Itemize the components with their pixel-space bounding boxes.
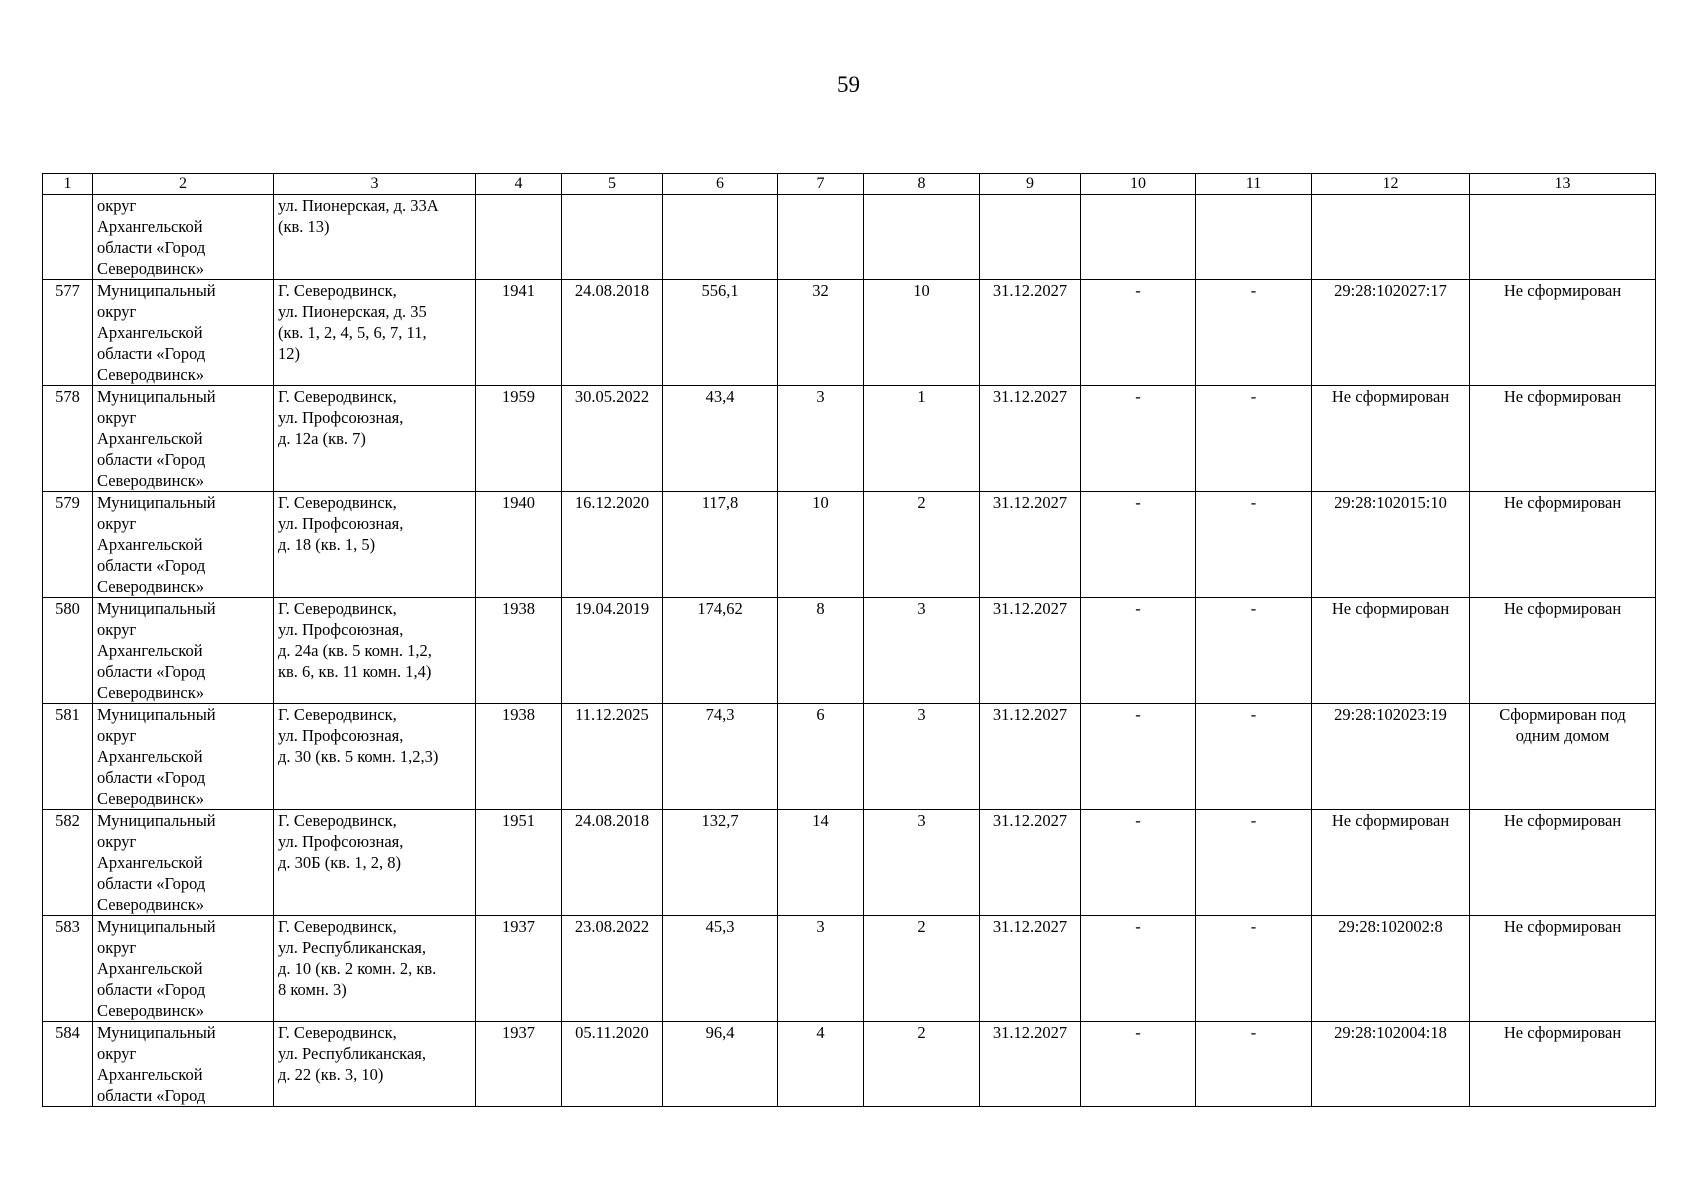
cadastral-number-cell: Не сформирован bbox=[1312, 386, 1470, 492]
row-number-cell: 583 bbox=[43, 916, 93, 1022]
deadline-cell: 31.12.2027 bbox=[980, 492, 1081, 598]
table-row bbox=[43, 195, 1656, 280]
column-header: 8 bbox=[864, 174, 980, 195]
date-cell: 11.12.2025 bbox=[562, 704, 663, 810]
column-10-cell: - bbox=[1081, 704, 1196, 810]
cadastral-number-cell: Не сформирован bbox=[1312, 810, 1470, 916]
column-10-cell: - bbox=[1081, 386, 1196, 492]
persons-cell: 10 bbox=[778, 492, 864, 598]
table-row bbox=[43, 916, 1656, 1022]
row-number-cell: 579 bbox=[43, 492, 93, 598]
land-status-cell: Не сформирован bbox=[1470, 280, 1656, 386]
persons-cell: 4 bbox=[778, 1022, 864, 1107]
deadline-cell: 31.12.2027 bbox=[980, 810, 1081, 916]
address-cell: Г. Северодвинск, ул. Республиканская, д. 10 (кв. 2 комн. 2, кв. 8 комн. 3) bbox=[274, 916, 476, 1022]
land-status-cell: Не сформирован bbox=[1470, 1022, 1656, 1107]
rooms-cell: 3 bbox=[864, 704, 980, 810]
cadastral-number-cell: 29:28:102015:10 bbox=[1312, 492, 1470, 598]
table-row bbox=[43, 704, 1656, 810]
date-cell: 19.04.2019 bbox=[562, 598, 663, 704]
address-cell: Г. Северодвинск, ул. Профсоюзная, д. 18 (кв. 1, 5) bbox=[274, 492, 476, 598]
date-cell: 24.08.2018 bbox=[562, 810, 663, 916]
deadline-cell bbox=[980, 195, 1081, 280]
land-status-cell: Не сформирован bbox=[1470, 916, 1656, 1022]
table-row bbox=[43, 1022, 1656, 1107]
rooms-cell: 2 bbox=[864, 1022, 980, 1107]
year-cell: 1937 bbox=[476, 916, 562, 1022]
column-11-cell: - bbox=[1196, 386, 1312, 492]
cadastral-number-cell bbox=[1312, 195, 1470, 280]
persons-cell: 6 bbox=[778, 704, 864, 810]
date-cell: 23.08.2022 bbox=[562, 916, 663, 1022]
row-number-cell: 578 bbox=[43, 386, 93, 492]
deadline-cell: 31.12.2027 bbox=[980, 1022, 1081, 1107]
column-header: 7 bbox=[778, 174, 864, 195]
column-10-cell: - bbox=[1081, 1022, 1196, 1107]
row-number-cell: 577 bbox=[43, 280, 93, 386]
address-cell: ул. Пионерская, д. 33А (кв. 13) bbox=[274, 195, 476, 280]
municipality-cell: Муниципальный округ Архангельской области «Город bbox=[93, 1022, 274, 1107]
year-cell: 1959 bbox=[476, 386, 562, 492]
row-number-cell bbox=[43, 195, 93, 280]
land-status-cell: Сформирован под одним домом bbox=[1470, 704, 1656, 810]
address-cell: Г. Северодвинск, ул. Пионерская, д. 35 (кв. 1, 2, 4, 5, 6, 7, 11, 12) bbox=[274, 280, 476, 386]
area-cell: 96,4 bbox=[663, 1022, 778, 1107]
column-header: 5 bbox=[562, 174, 663, 195]
column-11-cell: - bbox=[1196, 1022, 1312, 1107]
table-row bbox=[43, 492, 1656, 598]
column-header: 2 bbox=[93, 174, 274, 195]
address-cell: Г. Северодвинск, ул. Республиканская, д. 22 (кв. 3, 10) bbox=[274, 1022, 476, 1107]
land-status-cell: Не сформирован bbox=[1470, 810, 1656, 916]
column-11-cell: - bbox=[1196, 704, 1312, 810]
deadline-cell: 31.12.2027 bbox=[980, 704, 1081, 810]
housing-registry-table bbox=[42, 173, 1656, 1107]
column-11-cell: - bbox=[1196, 492, 1312, 598]
date-cell bbox=[562, 195, 663, 280]
municipality-cell: Муниципальный округ Архангельской области «Город Северодвинск» bbox=[93, 810, 274, 916]
year-cell: 1951 bbox=[476, 810, 562, 916]
persons-cell: 8 bbox=[778, 598, 864, 704]
row-number-cell: 581 bbox=[43, 704, 93, 810]
rooms-cell: 3 bbox=[864, 810, 980, 916]
persons-cell: 3 bbox=[778, 916, 864, 1022]
cadastral-number-cell: 29:28:102023:19 bbox=[1312, 704, 1470, 810]
table-body bbox=[43, 195, 1656, 1107]
rooms-cell: 10 bbox=[864, 280, 980, 386]
area-cell bbox=[663, 195, 778, 280]
column-header: 12 bbox=[1312, 174, 1470, 195]
column-10-cell: - bbox=[1081, 492, 1196, 598]
table-row bbox=[43, 598, 1656, 704]
column-header: 6 bbox=[663, 174, 778, 195]
year-cell: 1940 bbox=[476, 492, 562, 598]
column-10-cell bbox=[1081, 195, 1196, 280]
persons-cell bbox=[778, 195, 864, 280]
cadastral-number-cell: 29:28:102027:17 bbox=[1312, 280, 1470, 386]
column-header: 1 bbox=[43, 174, 93, 195]
municipality-cell: Муниципальный округ Архангельской области «Город Северодвинск» bbox=[93, 492, 274, 598]
column-header: 13 bbox=[1470, 174, 1656, 195]
table-row bbox=[43, 810, 1656, 916]
column-header: 9 bbox=[980, 174, 1081, 195]
land-status-cell: Не сформирован bbox=[1470, 598, 1656, 704]
row-number-cell: 580 bbox=[43, 598, 93, 704]
rooms-cell: 1 bbox=[864, 386, 980, 492]
area-cell: 43,4 bbox=[663, 386, 778, 492]
rooms-cell bbox=[864, 195, 980, 280]
land-status-cell bbox=[1470, 195, 1656, 280]
date-cell: 24.08.2018 bbox=[562, 280, 663, 386]
year-cell: 1937 bbox=[476, 1022, 562, 1107]
column-header: 4 bbox=[476, 174, 562, 195]
table-row bbox=[43, 280, 1656, 386]
cadastral-number-cell: Не сформирован bbox=[1312, 598, 1470, 704]
address-cell: Г. Северодвинск, ул. Профсоюзная, д. 12а (кв. 7) bbox=[274, 386, 476, 492]
land-status-cell: Не сформирован bbox=[1470, 386, 1656, 492]
persons-cell: 14 bbox=[778, 810, 864, 916]
rooms-cell: 3 bbox=[864, 598, 980, 704]
column-11-cell: - bbox=[1196, 916, 1312, 1022]
column-header: 3 bbox=[274, 174, 476, 195]
area-cell: 45,3 bbox=[663, 916, 778, 1022]
area-cell: 117,8 bbox=[663, 492, 778, 598]
column-11-cell bbox=[1196, 195, 1312, 280]
area-cell: 556,1 bbox=[663, 280, 778, 386]
address-cell: Г. Северодвинск, ул. Профсоюзная, д. 30 (кв. 5 комн. 1,2,3) bbox=[274, 704, 476, 810]
column-number-header-row bbox=[43, 174, 1656, 195]
area-cell: 132,7 bbox=[663, 810, 778, 916]
column-11-cell: - bbox=[1196, 280, 1312, 386]
page-number: 59 bbox=[837, 72, 860, 97]
rooms-cell: 2 bbox=[864, 916, 980, 1022]
column-header: 10 bbox=[1081, 174, 1196, 195]
municipality-cell: Муниципальный округ Архангельской области «Город Северодвинск» bbox=[93, 386, 274, 492]
address-cell: Г. Северодвинск, ул. Профсоюзная, д. 24а (кв. 5 комн. 1,2, кв. 6, кв. 11 комн. 1,4) bbox=[274, 598, 476, 704]
date-cell: 30.05.2022 bbox=[562, 386, 663, 492]
rooms-cell: 2 bbox=[864, 492, 980, 598]
persons-cell: 32 bbox=[778, 280, 864, 386]
municipality-cell: Муниципальный округ Архангельской области «Город Северодвинск» bbox=[93, 598, 274, 704]
column-10-cell: - bbox=[1081, 598, 1196, 704]
year-cell: 1938 bbox=[476, 704, 562, 810]
year-cell: 1938 bbox=[476, 598, 562, 704]
date-cell: 16.12.2020 bbox=[562, 492, 663, 598]
row-number-cell: 582 bbox=[43, 810, 93, 916]
deadline-cell: 31.12.2027 bbox=[980, 598, 1081, 704]
deadline-cell: 31.12.2027 bbox=[980, 386, 1081, 492]
column-10-cell: - bbox=[1081, 280, 1196, 386]
table-row bbox=[43, 386, 1656, 492]
address-cell: Г. Северодвинск, ул. Профсоюзная, д. 30Б (кв. 1, 2, 8) bbox=[274, 810, 476, 916]
land-status-cell: Не сформирован bbox=[1470, 492, 1656, 598]
year-cell bbox=[476, 195, 562, 280]
column-10-cell: - bbox=[1081, 916, 1196, 1022]
deadline-cell: 31.12.2027 bbox=[980, 916, 1081, 1022]
column-11-cell: - bbox=[1196, 810, 1312, 916]
column-10-cell: - bbox=[1081, 810, 1196, 916]
column-11-cell: - bbox=[1196, 598, 1312, 704]
row-number-cell: 584 bbox=[43, 1022, 93, 1107]
year-cell: 1941 bbox=[476, 280, 562, 386]
persons-cell: 3 bbox=[778, 386, 864, 492]
cadastral-number-cell: 29:28:102002:8 bbox=[1312, 916, 1470, 1022]
column-header: 11 bbox=[1196, 174, 1312, 195]
municipality-cell: округ Архангельской области «Город Северодвинск» bbox=[93, 195, 274, 280]
municipality-cell: Муниципальный округ Архангельской области «Город Северодвинск» bbox=[93, 704, 274, 810]
area-cell: 74,3 bbox=[663, 704, 778, 810]
cadastral-number-cell: 29:28:102004:18 bbox=[1312, 1022, 1470, 1107]
deadline-cell: 31.12.2027 bbox=[980, 280, 1081, 386]
area-cell: 174,62 bbox=[663, 598, 778, 704]
municipality-cell: Муниципальный округ Архангельской области «Город Северодвинск» bbox=[93, 916, 274, 1022]
date-cell: 05.11.2020 bbox=[562, 1022, 663, 1107]
municipality-cell: Муниципальный округ Архангельской области «Город Северодвинск» bbox=[93, 280, 274, 386]
